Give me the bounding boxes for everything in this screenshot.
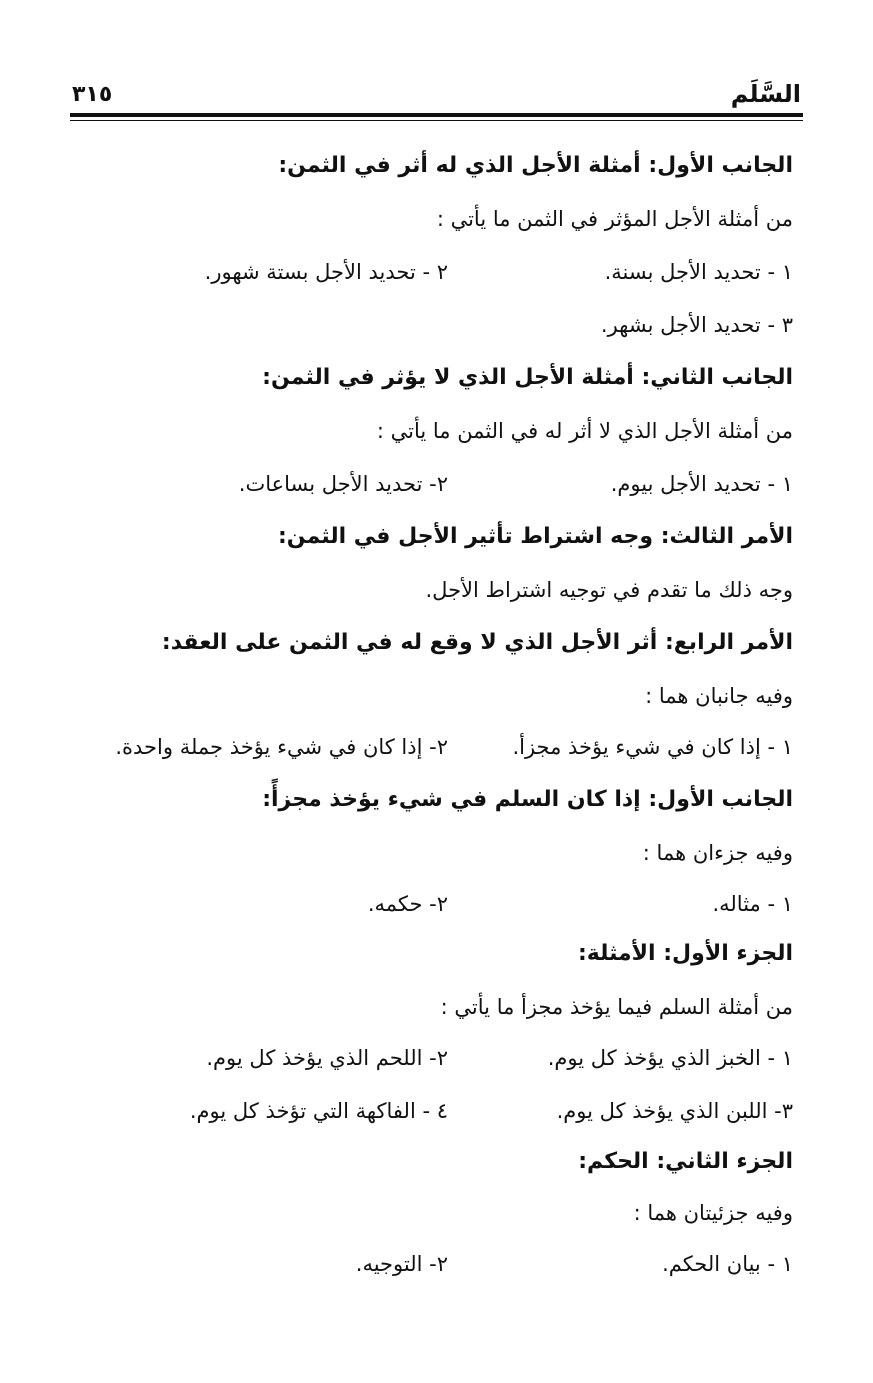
header-rule-thin	[70, 120, 803, 121]
list-row	[70, 1248, 793, 1280]
list-item: ١ - تحديد الأجل بسنة.	[604, 260, 793, 284]
section-heading: الجانب الأول: إذا كان السلم في شيء يؤخذ مجزأً:	[262, 787, 793, 812]
list-row	[70, 256, 793, 288]
list-item: ٣- اللبن الذي يؤخذ كل يوم.	[556, 1099, 793, 1123]
list-item: ٣ - تحديد الأجل بشهر.	[600, 313, 793, 337]
running-title: السَّلَم	[730, 80, 801, 108]
list-item: ٢- حكمه.	[367, 892, 448, 916]
paragraph: من أمثلة الأجل الذي لا أثر له في الثمن ما يأتي :	[376, 419, 793, 443]
section-heading: الجزء الثاني: الحكم:	[578, 1149, 793, 1174]
list-row	[70, 888, 793, 920]
section-heading: الجانب الثاني: أمثلة الأجل الذي لا يؤثر في الثمن:	[262, 365, 793, 390]
list-item: ١ - مثاله.	[712, 892, 793, 916]
list-item: ٤ - الفاكهة التي تؤخذ كل يوم.	[189, 1099, 448, 1123]
paragraph: وفيه جزءان هما :	[642, 841, 793, 865]
header-rule-thick	[70, 113, 803, 117]
list-item: ٢- اللحم الذي يؤخذ كل يوم.	[206, 1046, 448, 1070]
page-number: ٣١٥	[72, 81, 113, 107]
list-row	[70, 468, 793, 500]
list-item: ٢ - تحديد الأجل بستة شهور.	[204, 260, 448, 284]
list-row	[70, 731, 793, 763]
paragraph: وفيه جانبان هما :	[645, 684, 793, 708]
paragraph: وجه ذلك ما تقدم في توجيه اشتراط الأجل.	[425, 578, 793, 602]
section-heading: الجزء الأول: الأمثلة:	[577, 941, 793, 966]
list-item: ١ - بيان الحكم.	[662, 1252, 793, 1276]
list-item: ٢- تحديد الأجل بساعات.	[238, 472, 448, 496]
paragraph: وفيه جزئيتان هما :	[633, 1201, 793, 1225]
list-item: ٢- التوجيه.	[355, 1252, 448, 1276]
list-item: ٢- إذا كان في شيء يؤخذ جملة واحدة.	[115, 735, 448, 759]
section-heading: الأمر الثالث: وجه اشتراط تأثير الأجل في الثمن:	[278, 524, 793, 549]
list-item: ١ - إذا كان في شيء يؤخذ مجزأ.	[512, 735, 793, 759]
list-row	[70, 1042, 793, 1074]
section-heading: الجانب الأول: أمثلة الأجل الذي له أثر في الثمن:	[278, 153, 793, 178]
list-row	[70, 1095, 793, 1127]
list-item: ١ - تحديد الأجل بيوم.	[610, 472, 793, 496]
paragraph: من أمثلة السلم فيما يؤخذ مجزأ ما يأتي :	[440, 995, 793, 1019]
section-heading: الأمر الرابع: أثر الأجل الذي لا وقع له في الثمن على العقد:	[161, 630, 793, 655]
page-header	[72, 78, 801, 110]
paragraph: من أمثلة الأجل المؤثر في الثمن ما يأتي :	[436, 207, 793, 231]
list-item: ١ - الخبز الذي يؤخذ كل يوم.	[547, 1046, 793, 1070]
